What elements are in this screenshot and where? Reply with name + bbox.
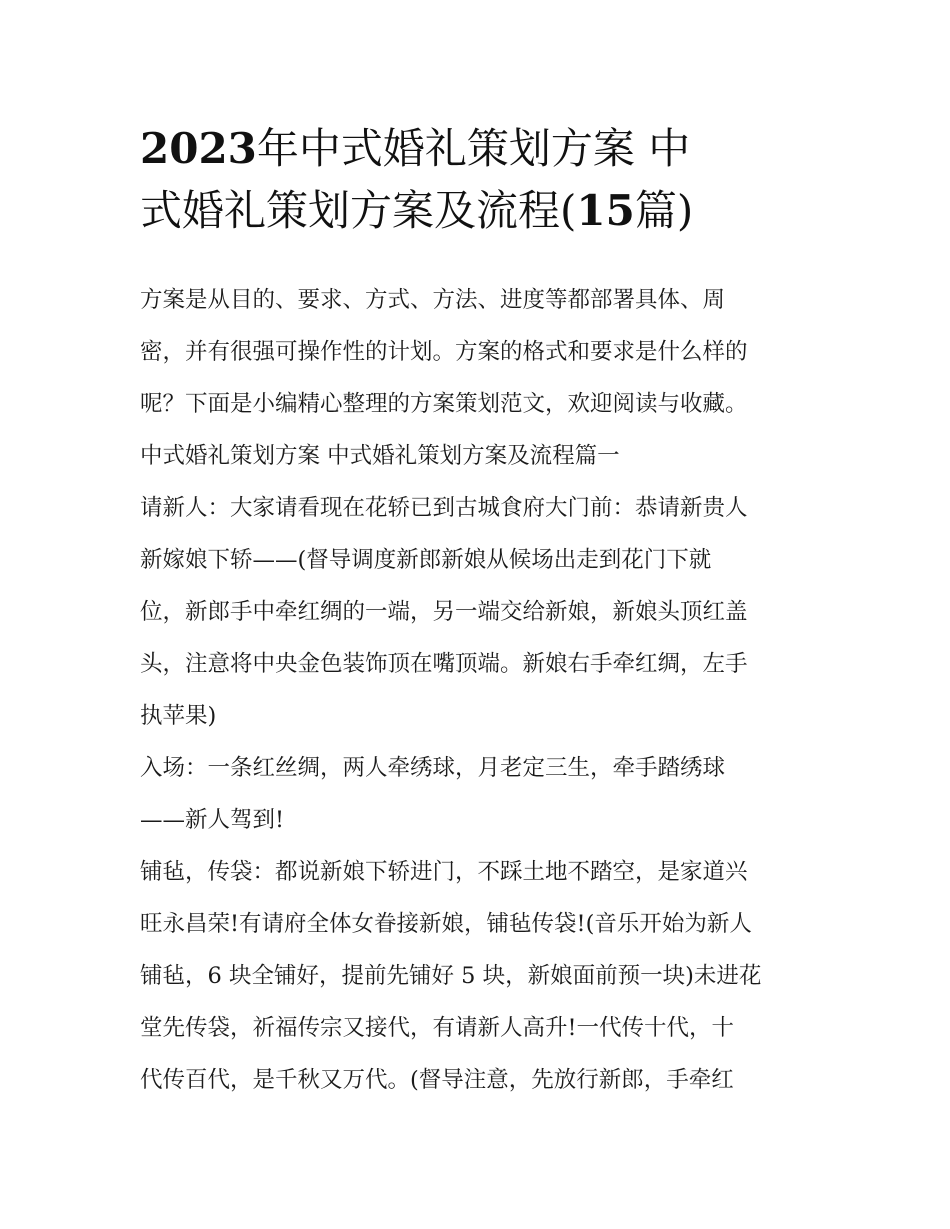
body-line: 密，并有很强可操作性的计划。方案的格式和要求是什么样的 (140, 339, 748, 365)
document-title (140, 118, 820, 242)
document-body (140, 280, 815, 1112)
body-line: 铺毡，传袋：都说新娘下轿进门，不踩土地不踏空，是家道兴 (140, 859, 748, 885)
section-heading: 中式婚礼策划方案 中式婚礼策划方案及流程篇一 (140, 443, 620, 469)
body-line: 铺毡，6 块全铺好，提前先铺好 5 块，新娘面前预一块)未进花 (140, 963, 762, 989)
body-line: 堂先传袋，祈福传宗又接代，有请新人高升!一代传十代，十 (140, 1015, 735, 1041)
body-line: 新嫁娘下轿——(督导调度新郎新娘从候场出走到花门下就 (140, 547, 712, 573)
body-line: 执苹果) (140, 703, 217, 729)
body-line: 请新人：大家请看现在花轿已到古城食府大门前：恭请新贵人 (140, 495, 748, 521)
title-count: 15 (576, 186, 635, 235)
title-year: 2023 (140, 124, 257, 173)
body-line: 呢？下面是小编精心整理的方案策划范文，欢迎阅读与收藏。 (140, 391, 748, 417)
body-line: 代传百代，是千秋又万代。(督导注意，先放行新郎，手牵红 (140, 1067, 734, 1093)
title-text-line-2: 式婚礼策划方案及流程( (140, 186, 577, 235)
body-line: 头，注意将中央金色装饰顶在嘴顶端。新娘右手牵红绸，左手 (140, 651, 748, 677)
body-line: ——新人驾到! (140, 807, 285, 833)
body-line: 旺永昌荣!有请府全体女眷接新娘，铺毡传袋!(音乐开始为新人 (140, 911, 752, 937)
body-line: 入场：一条红丝绸，两人牵绣球，月老定三生，牵手踏绣球 (140, 755, 726, 781)
body-line: 位，新郎手中牵红绸的一端，另一端交给新娘，新娘头顶红盖 (140, 599, 748, 625)
body-line: 方案是从目的、要求、方式、方法、进度等都部署具体、周 (140, 287, 726, 313)
title-text-line-1: 年中式婚礼策划方案 中 (256, 124, 691, 173)
title-text-line-2-end: 篇) (634, 186, 694, 235)
